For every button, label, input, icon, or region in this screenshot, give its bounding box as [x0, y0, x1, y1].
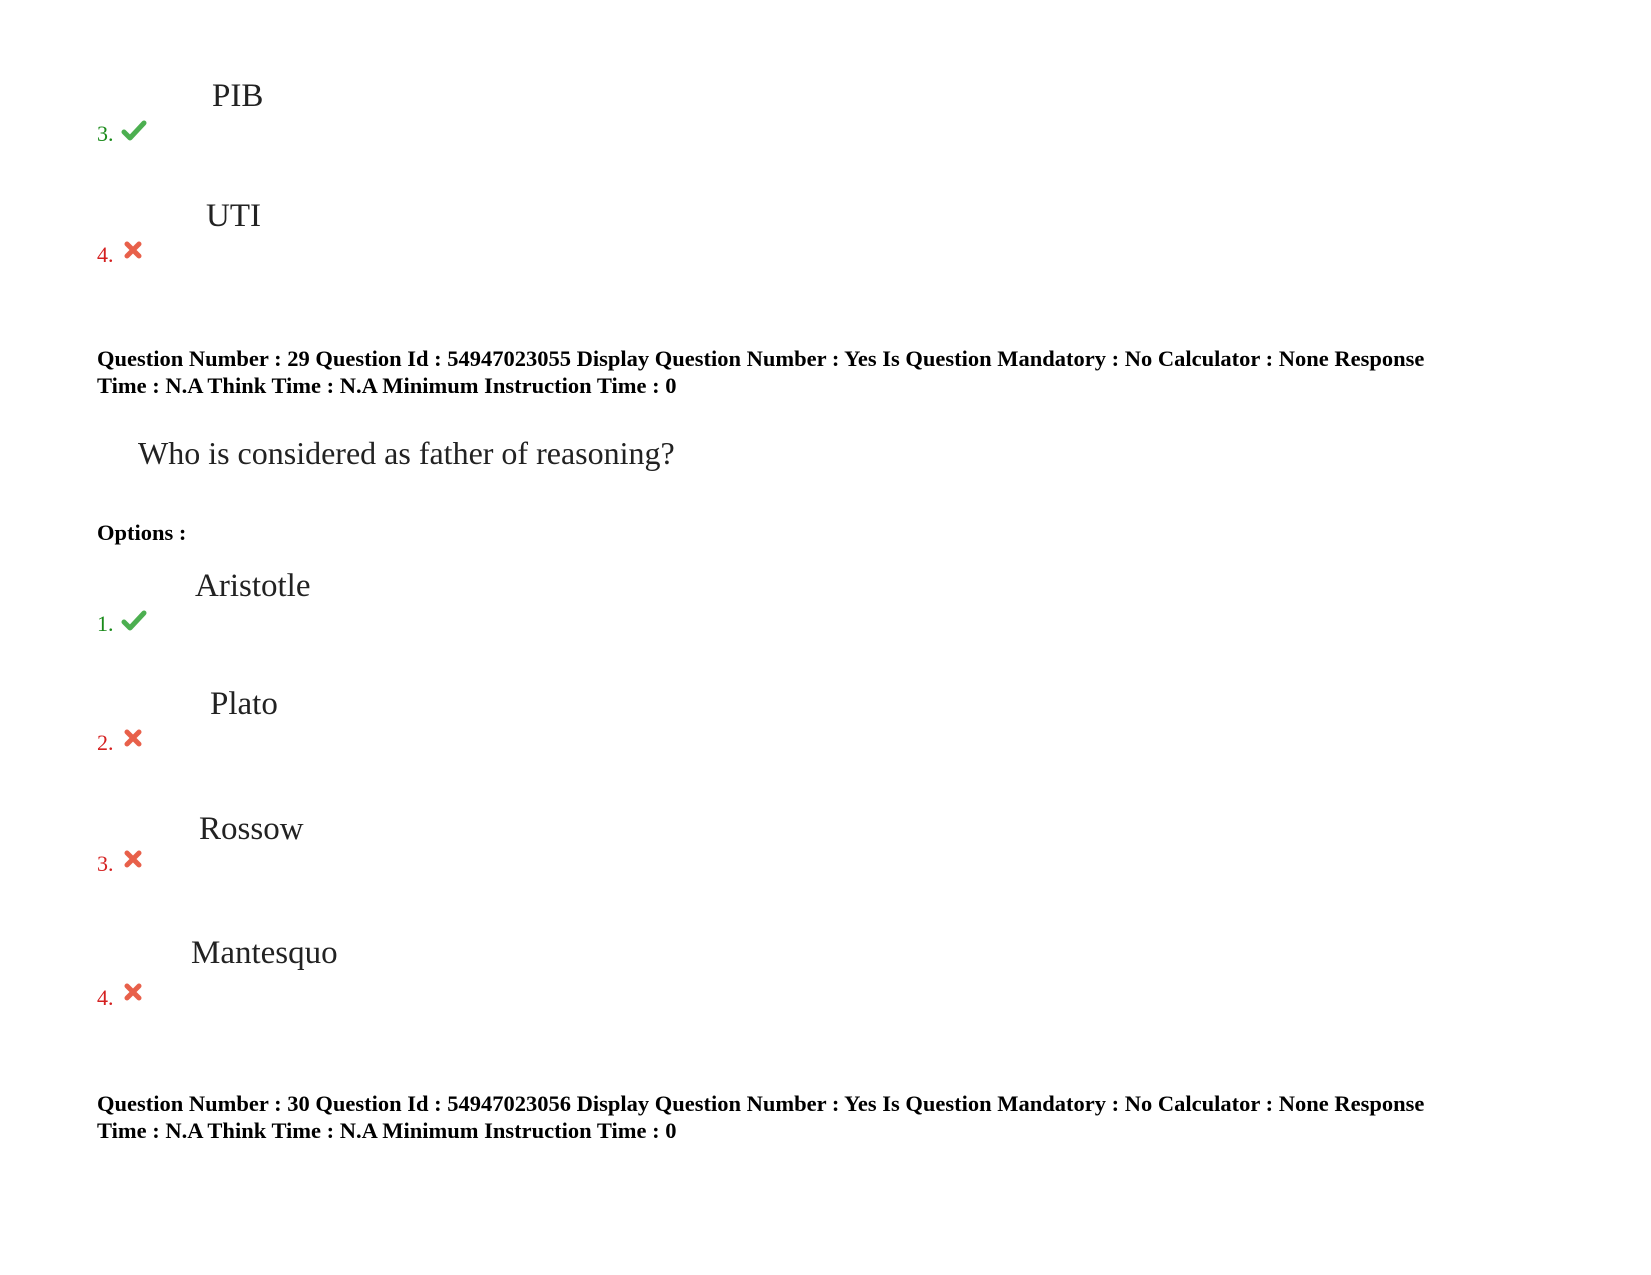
option-number: 4.	[97, 985, 114, 1010]
question-text: Who is considered as father of reasoning?	[138, 435, 675, 471]
question-meta	[97, 1090, 1577, 1144]
question-meta-line1: Question Number : 29 Question Id : 54947023055 Display Question Number : Yes Is Question Mandatory : No Calculator : None Response	[97, 346, 1425, 371]
option-number: 4.	[97, 242, 114, 267]
option-text: UTI	[206, 198, 261, 234]
option-text: Aristotle	[195, 568, 311, 604]
check-icon	[121, 118, 147, 144]
question-meta-line1: Question Number : 30 Question Id : 54947023056 Display Question Number : Yes Is Question Mandatory : No Calculator : None Response	[97, 1091, 1425, 1116]
option-text: Rossow	[199, 811, 304, 847]
cross-icon	[122, 727, 148, 753]
question-meta-line2: Time : N.A Think Time : N.A Minimum Instruction Time : 0	[97, 1118, 677, 1143]
option-text: PIB	[212, 78, 264, 114]
option-number: 2.	[97, 730, 114, 755]
question-meta-line2: Time : N.A Think Time : N.A Minimum Instruction Time : 0	[97, 373, 677, 398]
question-meta	[97, 345, 1577, 399]
option-number: 1.	[97, 611, 114, 636]
cross-icon	[122, 981, 148, 1007]
option-number: 3.	[97, 121, 114, 146]
option-text: Mantesquo	[191, 935, 338, 971]
options-label: Options :	[97, 520, 187, 545]
cross-icon	[122, 239, 148, 265]
cross-icon	[122, 848, 148, 874]
option-text: Plato	[210, 686, 278, 722]
check-icon	[121, 608, 147, 634]
option-number: 3.	[97, 851, 114, 876]
